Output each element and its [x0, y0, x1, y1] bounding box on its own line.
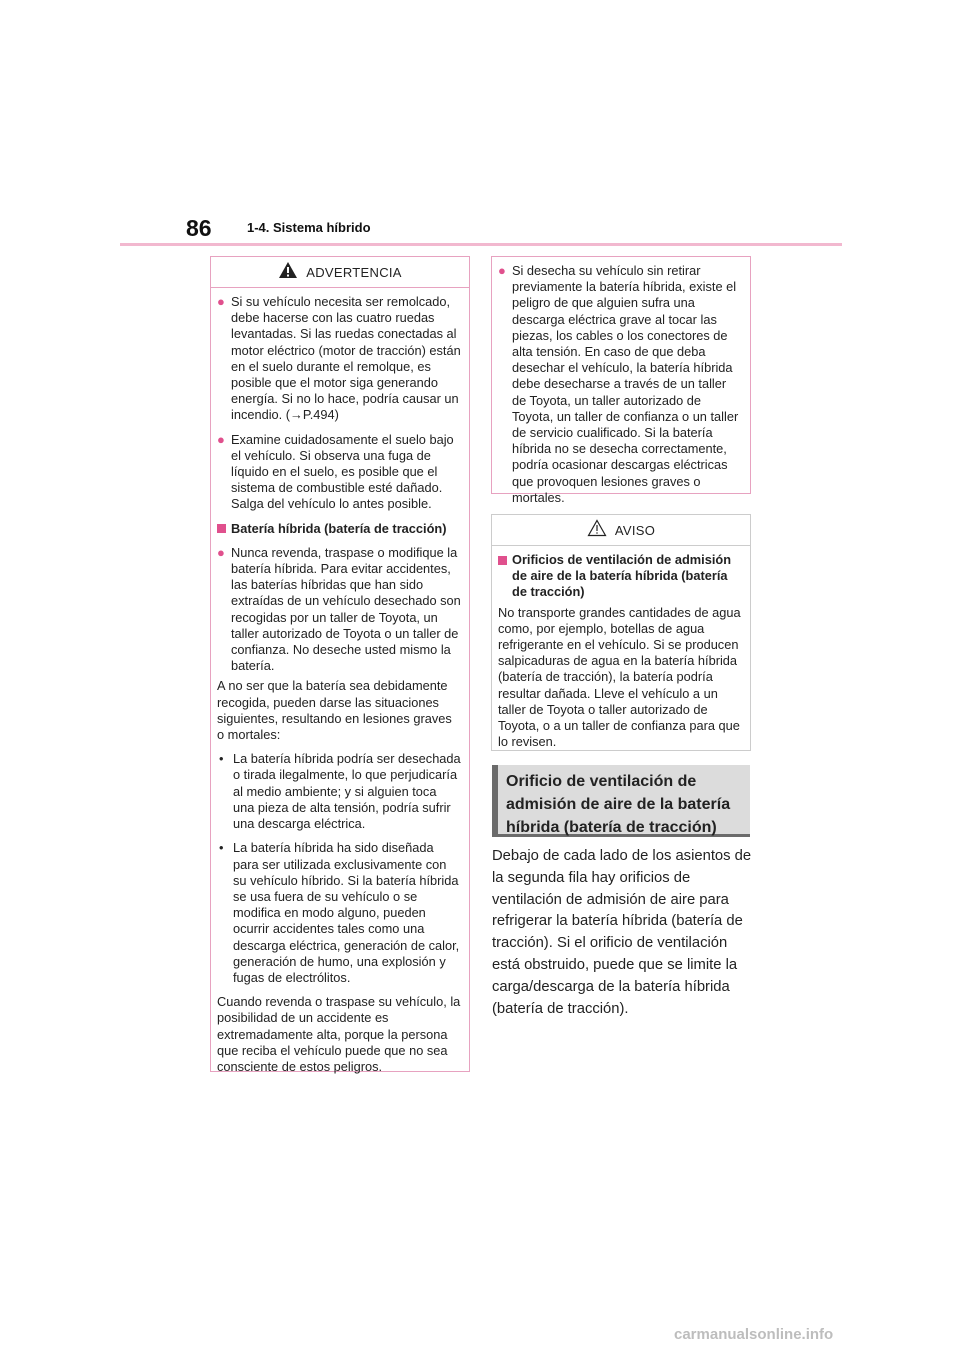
list-item	[219, 751, 461, 832]
warning-dash-2: La batería híbrida ha sido diseñada para ser utilizada exclusivamente con su vehículo híbrido. Si la batería híbrida se usa fuera de su vehículo o se modifica en modo alguno, pueden ocurrir accidentes tales como una descarga eléctrica, generación de calor, generación de humo, una explosión y fugas de electrólitos.	[233, 840, 460, 985]
warning-dash-1: La batería híbrida podría ser desechada o tirada ilegalmente, lo que perjudicaría al medio ambiente; y si alguien toca una pieza de alta tensión, podría sufrir una descarga eléctrica.	[233, 751, 461, 832]
list-item	[498, 263, 742, 506]
subheading	[217, 521, 461, 537]
square-bullet-icon	[498, 552, 512, 568]
section-body: Debajo de cada lado de los asientos de la segunda fila hay orificios de ventilación de admisión de aire para refrigerar la batería híbrida (batería de tracción). Si el orificio de ventilación está obstruido, puede que se limite la carga/descarga de la batería híbrida (batería de tracción).	[492, 848, 752, 1017]
bullet-icon: ●	[217, 544, 225, 560]
list-item	[219, 840, 461, 986]
warning-paragraph-1: A no ser que la batería sea debidamente recogida, pueden darse las situaciones siguientes, resultando en lesiones graves o mortales:	[217, 678, 452, 743]
warning-bullet-1: Si su vehículo necesita ser remolcado, debe hacerse con las cuatro ruedas levantadas. Si las ruedas conectadas al motor eléctrico (motor de tracción) están en el suelo durante el remolque, es posible que el motor siga generando energía. Si no lo hace, podría causar un incendio. (→P.494)	[231, 294, 461, 423]
list-item	[217, 432, 461, 513]
watermark: carmanualsonline.info	[674, 1326, 834, 1343]
dot-icon: •	[219, 751, 224, 767]
bullet-icon: ●	[217, 431, 225, 447]
chapter-title: 1-4. Sistema híbrido	[247, 220, 371, 235]
notice-box-header	[492, 515, 750, 546]
bullet-icon: ●	[217, 294, 225, 309]
warning-bullet-3: Nunca revenda, traspase o modifique la batería híbrida. Para evitar accidentes, las baterías híbridas que han sido extraídas de un vehículo desechado son recogidas por un taller de Toyota, un taller autorizado de Toyota o un taller de confianza. No deseche usted mismo la batería.	[231, 544, 461, 674]
warning-paragraph-2: Cuando revenda o traspase su vehículo, la posibilidad de un accidente es extremadamente alta, porque la persona que reciba el vehículo puede que no sea consciente de estos peligros.	[217, 994, 461, 1074]
warning-triangle-icon	[278, 261, 298, 284]
notice-label: AVISO	[614, 522, 656, 538]
continued-bullet-1: Si desecha su vehículo sin retirar previamente la batería híbrida, existe el peligro de que alguien sufra una descarga eléctrica grave al tocar las piezas, los cables o los conectores de alta tensión. En caso de que deba desechar el vehículo, la batería híbrida debe desecharse a través de un taller de Toyota, un taller autorizado de Toyota, un taller de confianza o un taller de servicio cualificado. Si la batería híbrida no se desecha correctamente, podría ocasionar descargas eléctricas que provoquen lesiones graves o mortales.	[512, 263, 739, 505]
warning-box-body	[211, 288, 469, 1091]
square-bullet-icon	[217, 521, 231, 537]
header-rule	[120, 243, 842, 246]
bullet-icon: ●	[498, 263, 506, 278]
list-item	[217, 545, 461, 675]
dot-icon: •	[219, 840, 224, 856]
warning-subheading: Batería híbrida (batería de tracción)	[231, 520, 447, 536]
warning-label: ADVERTENCIA	[306, 264, 402, 280]
subheading	[498, 552, 742, 601]
continued-box-body	[492, 257, 750, 522]
notice-subheading: Orificios de ventilación de admisión de aire de la batería híbrida (batería de tracción)	[512, 552, 732, 600]
section-heading: Orificio de ventilación de admisión de aire de la batería híbrida (batería de tracción)	[492, 765, 750, 837]
warning-box-header	[211, 257, 469, 288]
notice-box	[491, 514, 751, 751]
notice-box-body	[492, 546, 750, 766]
page-number: 86	[186, 215, 212, 241]
warning-box	[210, 256, 470, 1072]
caution-triangle-icon	[587, 519, 607, 542]
warning-bullet-2: Examine cuidadosamente el suelo bajo el vehículo. Si observa una fuga de líquido en el suelo, es posible que el sistema de combustible esté dañado. Salga del vehículo lo antes posible.	[231, 431, 454, 512]
warning-box-continued	[491, 256, 751, 505]
list-item	[217, 294, 461, 424]
notice-paragraph-1: No transporte grandes cantidades de agua como, por ejemplo, botellas de agua refrigerante en el vehículo. Si se producen salpicaduras de agua en la batería híbrida (batería de tracción), la batería podría resultar dañada. Lleve el vehículo a un taller de Toyota o taller autorizado de Toyota, o a un taller de confianza para que lo revisen.	[498, 604, 741, 750]
